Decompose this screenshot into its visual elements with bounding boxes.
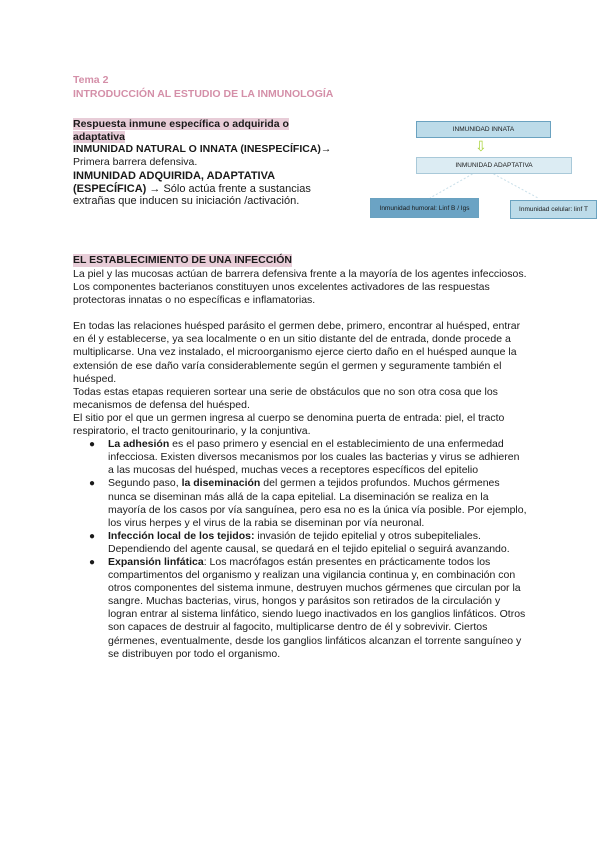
item-title: Expansión linfática <box>108 555 204 568</box>
paragraph: Todas estas etapas requieren sortear una serie de obstáculos que no son otra cosa que los mecanismos de defensa del huésped. <box>73 385 498 411</box>
list-item: ● Expansión linfática: Los macrófagos están presentes en prácticamente todos los compartimentos del organismo y realizan una vigilancia continua y, en combinación con otros componentes del sistema inmune, destruyen muchos gérmenes que circulan por la sangre. Muchas bacterias, virus, hongos y parásitos son retirados de la circulación y logran entrar al sistema linfático, siendo luego inactivados en los ganglios linfáticos. Otros son capaces de destruir al fagocito, multiplicarse dentro de él y sobrevivir. Ciertos gérmenes, eventualmente, desde los ganglios linfáticos alcanzan el torrente sanguíneo y se distribuyen por todo el organismo. <box>89 555 526 660</box>
list-item: ● Infección local de los tejidos: invasión de tejido epitelial y otros subepiteliales. Dependiendo del agente causal, se quedará en el tejido epitelial o seguirá avanzando. <box>89 529 510 555</box>
bullet-icon: ● <box>89 478 96 490</box>
paragraph: La piel y las mucosas actúan de barrera defensiva frente a la mayoría de los agentes infecciosos. <box>73 268 527 280</box>
item-title: la diseminación <box>181 477 261 490</box>
acquired-arrow: → <box>149 182 161 195</box>
intro-highlight: Respuesta inmune específica o adquirida o adaptativa <box>73 118 289 143</box>
intro-block <box>73 118 343 208</box>
acquired-title: INMUNIDAD ADQUIRIDA, ADAPTATIVA (ESPECÍFICA) <box>73 170 275 195</box>
innate-title: INMUNIDAD NATURAL O INNATA (INESPECÍFICA) <box>73 143 321 155</box>
acquired-desc: Sólo actúa frente a sustancias extrañas que inducen su iniciación /activación. <box>73 182 311 207</box>
paragraph: Los componentes bacterianos constituyen unos excelentes activadores de las respuestas protectoras innatas o no específicas e inflamatorias. <box>73 281 490 307</box>
list-item: ● La adhesión es el paso primero y esencial en el establecimiento de una enfermedad infecciosa. Existen diversos mecanismos por los cuales las bacterias y virus se adhieren a las mucosas del huésped, muchas veces a receptores específicos del epitelio <box>89 438 520 477</box>
section-body <box>73 268 528 661</box>
paragraph: En todas las relaciones huésped parásito el germen debe, primero, encontrar al huésped, entrar en él y establecerse, ya sea localmente o en un sitio distante del de entrada, donde procede a multiplicarse. Una vez instalado, el microorganismo ejerce cierto daño en el huésped aunque la extensión de ese daño varía considerablemente según el germen y seguramente también el huésped. <box>73 320 521 385</box>
list-item: ● Segundo paso, la diseminación del germen a tejidos profundos. Muchos gérmenes nunca se diseminan más allá de la capa epitelial. La diseminación se realiza en la mayoría de los casos por vía sanguínea, pero esa no es la única vía posible. Por ejemplo, los virus herpes y el virus de la rabia se diseminan por vía neuronal. <box>89 477 527 529</box>
down-arrow-icon: ⇩ <box>475 138 487 154</box>
bullet-icon: ● <box>89 556 96 568</box>
bullet-icon: ● <box>89 439 96 451</box>
innate-box: INMUNIDAD INNATA <box>416 121 551 138</box>
immunity-diagram <box>360 118 600 228</box>
paragraph: El sitio por el que un germen ingresa al cuerpo se denomina puerta de entrada: piel, el tracto respiratorio, el tracto genitourinario, y la conjuntiva. <box>73 411 505 438</box>
adaptive-box: INMUNIDAD ADAPTATIVA <box>416 157 572 174</box>
bullet-list <box>73 438 528 661</box>
chapter-title: INTRODUCCIÓN AL ESTUDIO DE LA INMUNOLOGÍA <box>73 88 334 100</box>
innate-desc: Primera barrera defensiva. <box>73 155 198 168</box>
chapter-number: Tema 2 <box>73 74 109 86</box>
chapter-header <box>73 73 333 101</box>
innate-arrow: → <box>320 143 332 155</box>
humoral-box: Inmunidad humoral: Linf B / Igs <box>370 198 479 218</box>
cellular-box: Inmunidad celular: linf T <box>510 200 597 219</box>
section-heading: EL ESTABLECIMIENTO DE UNA INFECCIÓN <box>73 254 292 266</box>
bullet-icon: ● <box>89 530 96 542</box>
item-title: La adhesión <box>108 438 170 451</box>
item-title: Infección local de los tejidos: <box>108 529 255 542</box>
